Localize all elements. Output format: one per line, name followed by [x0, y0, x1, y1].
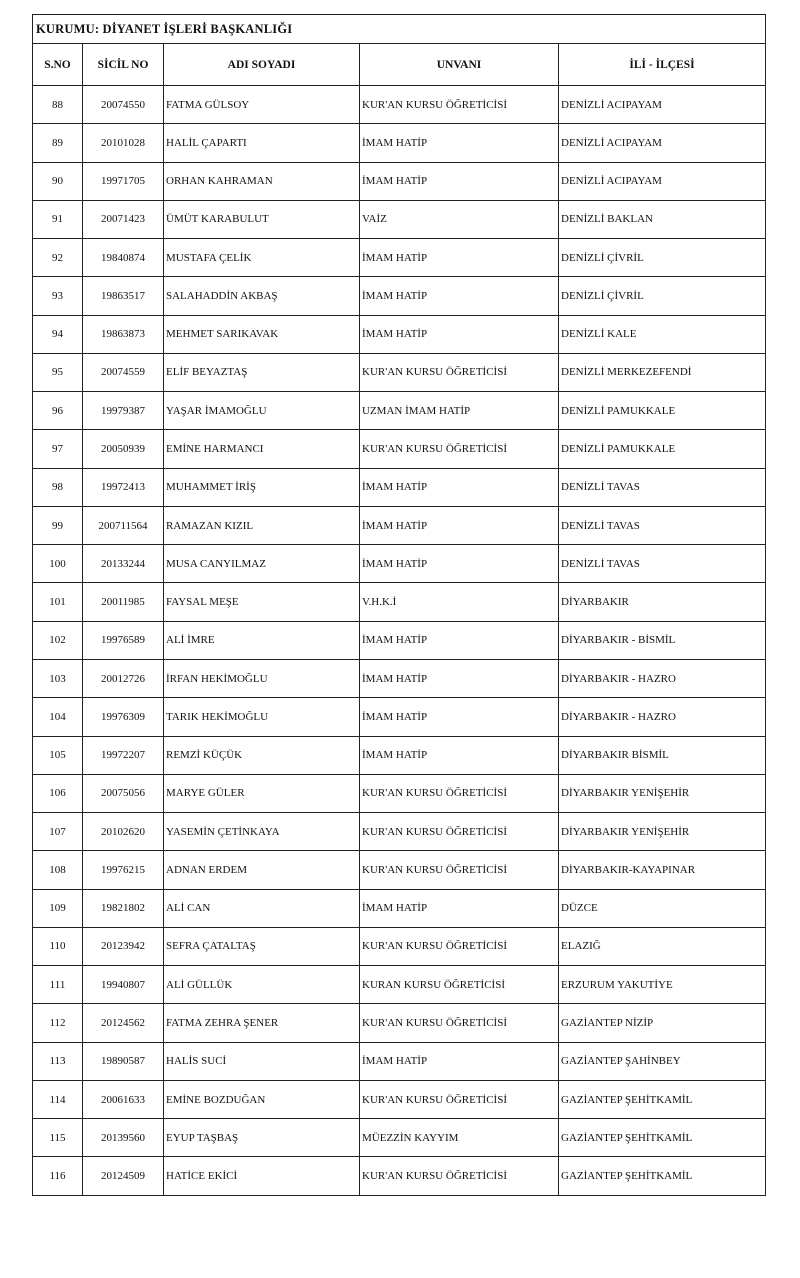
cell-name: MEHMET SARIKAVAK: [164, 315, 360, 353]
table-row: [33, 1042, 766, 1080]
cell-sno: 89: [33, 124, 83, 162]
table-row: [33, 239, 766, 277]
cell-sicil: 20011985: [83, 583, 164, 621]
table-row: [33, 927, 766, 965]
cell-sicil: 19821802: [83, 889, 164, 927]
cell-location: DENİZLİ TAVAS: [559, 506, 766, 544]
header-sno: S.NO: [33, 44, 83, 86]
cell-sno: 113: [33, 1042, 83, 1080]
cell-location: DENİZLİ PAMUKKALE: [559, 392, 766, 430]
cell-location: DÜZCE: [559, 889, 766, 927]
table-row: [33, 353, 766, 391]
header-location: İLİ - İLÇESİ: [559, 44, 766, 86]
cell-sicil: 20074550: [83, 86, 164, 124]
cell-name: MARYE GÜLER: [164, 774, 360, 812]
cell-sicil: 19863873: [83, 315, 164, 353]
header-name: ADI SOYADI: [164, 44, 360, 86]
table-row: [33, 506, 766, 544]
title-row: [33, 15, 766, 44]
table-row: [33, 1157, 766, 1195]
table-body: [33, 86, 766, 1196]
cell-title: KUR'AN KURSU ÖĞRETİCİSİ: [360, 430, 559, 468]
cell-location: DENİZLİ ACIPAYAM: [559, 162, 766, 200]
cell-location: DİYARBAKIR BİSMİL: [559, 736, 766, 774]
cell-location: DENİZLİ ÇİVRİL: [559, 239, 766, 277]
cell-sicil: 20071423: [83, 200, 164, 238]
table-row: [33, 277, 766, 315]
header-title: UNVANI: [360, 44, 559, 86]
table-row: [33, 200, 766, 238]
table-row: [33, 162, 766, 200]
cell-title: İMAM HATİP: [360, 239, 559, 277]
cell-name: MUHAMMET İRİŞ: [164, 468, 360, 506]
cell-location: DENİZLİ TAVAS: [559, 545, 766, 583]
cell-location: DİYARBAKIR - HAZRO: [559, 659, 766, 697]
cell-title: İMAM HATİP: [360, 698, 559, 736]
cell-sno: 110: [33, 927, 83, 965]
cell-name: RAMAZAN KIZIL: [164, 506, 360, 544]
cell-sicil: 200711564: [83, 506, 164, 544]
cell-name: EYUP TAŞBAŞ: [164, 1119, 360, 1157]
cell-title: İMAM HATİP: [360, 621, 559, 659]
cell-sno: 105: [33, 736, 83, 774]
cell-sicil: 20139560: [83, 1119, 164, 1157]
cell-sno: 107: [33, 813, 83, 851]
table-row: [33, 659, 766, 697]
cell-sno: 108: [33, 851, 83, 889]
cell-name: MUSTAFA ÇELİK: [164, 239, 360, 277]
cell-location: DENİZLİ PAMUKKALE: [559, 430, 766, 468]
table-row: [33, 430, 766, 468]
cell-sno: 106: [33, 774, 83, 812]
cell-sicil: 19840874: [83, 239, 164, 277]
header-row: [33, 44, 766, 86]
cell-location: GAZİANTEP NİZİP: [559, 1004, 766, 1042]
cell-sno: 103: [33, 659, 83, 697]
cell-sno: 88: [33, 86, 83, 124]
table-row: [33, 889, 766, 927]
cell-sno: 112: [33, 1004, 83, 1042]
cell-name: FATMA ZEHRA ŞENER: [164, 1004, 360, 1042]
cell-name: TARIK HEKİMOĞLU: [164, 698, 360, 736]
cell-title: İMAM HATİP: [360, 736, 559, 774]
cell-title: KUR'AN KURSU ÖĞRETİCİSİ: [360, 851, 559, 889]
cell-name: ELİF BEYAZTAŞ: [164, 353, 360, 391]
table-row: [33, 966, 766, 1004]
cell-sno: 102: [33, 621, 83, 659]
cell-sno: 104: [33, 698, 83, 736]
cell-sno: 92: [33, 239, 83, 277]
cell-name: EMİNE HARMANCI: [164, 430, 360, 468]
cell-title: KUR'AN KURSU ÖĞRETİCİSİ: [360, 774, 559, 812]
cell-sicil: 20074559: [83, 353, 164, 391]
cell-title: KUR'AN KURSU ÖĞRETİCİSİ: [360, 927, 559, 965]
cell-title: İMAM HATİP: [360, 889, 559, 927]
table-row: [33, 1004, 766, 1042]
cell-sicil: 20075056: [83, 774, 164, 812]
cell-title: KUR'AN KURSU ÖĞRETİCİSİ: [360, 813, 559, 851]
cell-sicil: 19890587: [83, 1042, 164, 1080]
cell-location: DİYARBAKIR: [559, 583, 766, 621]
cell-sno: 94: [33, 315, 83, 353]
cell-location: GAZİANTEP ŞEHİTKAMİL: [559, 1119, 766, 1157]
cell-sno: 91: [33, 200, 83, 238]
cell-name: YAŞAR İMAMOĞLU: [164, 392, 360, 430]
cell-name: ADNAN ERDEM: [164, 851, 360, 889]
table-row: [33, 621, 766, 659]
cell-sicil: 19940807: [83, 966, 164, 1004]
cell-title: İMAM HATİP: [360, 545, 559, 583]
cell-title: İMAM HATİP: [360, 659, 559, 697]
table-row: [33, 392, 766, 430]
cell-location: DENİZLİ MERKEZEFENDİ: [559, 353, 766, 391]
table-row: [33, 851, 766, 889]
cell-sicil: 20133244: [83, 545, 164, 583]
table-row: [33, 698, 766, 736]
cell-sicil: 19976589: [83, 621, 164, 659]
table-row: [33, 315, 766, 353]
cell-title: KURAN KURSU ÖĞRETİCİSİ: [360, 966, 559, 1004]
cell-location: GAZİANTEP ŞEHİTKAMİL: [559, 1080, 766, 1118]
cell-location: ERZURUM YAKUTİYE: [559, 966, 766, 1004]
cell-location: DİYARBAKIR YENİŞEHİR: [559, 813, 766, 851]
cell-location: DENİZLİ KALE: [559, 315, 766, 353]
cell-name: SEFRA ÇATALTAŞ: [164, 927, 360, 965]
cell-sno: 98: [33, 468, 83, 506]
cell-title: İMAM HATİP: [360, 277, 559, 315]
cell-sicil: 19976309: [83, 698, 164, 736]
table-row: [33, 774, 766, 812]
cell-sno: 97: [33, 430, 83, 468]
cell-location: DİYARBAKIR YENİŞEHİR: [559, 774, 766, 812]
cell-name: ORHAN KAHRAMAN: [164, 162, 360, 200]
cell-sno: 115: [33, 1119, 83, 1157]
cell-sicil: 19979387: [83, 392, 164, 430]
cell-sno: 114: [33, 1080, 83, 1118]
cell-name: ÜMÜT KARABULUT: [164, 200, 360, 238]
cell-location: DENİZLİ TAVAS: [559, 468, 766, 506]
cell-title: KUR'AN KURSU ÖĞRETİCİSİ: [360, 86, 559, 124]
cell-name: ALİ İMRE: [164, 621, 360, 659]
cell-name: YASEMİN ÇETİNKAYA: [164, 813, 360, 851]
cell-sicil: 20123942: [83, 927, 164, 965]
cell-name: MUSA CANYILMAZ: [164, 545, 360, 583]
cell-title: İMAM HATİP: [360, 1042, 559, 1080]
cell-name: FAYSAL MEŞE: [164, 583, 360, 621]
cell-location: GAZİANTEP ŞAHİNBEY: [559, 1042, 766, 1080]
cell-title: UZMAN İMAM HATİP: [360, 392, 559, 430]
cell-name: FATMA GÜLSOY: [164, 86, 360, 124]
cell-sicil: 19863517: [83, 277, 164, 315]
table-row: [33, 1080, 766, 1118]
cell-title: VAİZ: [360, 200, 559, 238]
cell-title: KUR'AN KURSU ÖĞRETİCİSİ: [360, 1080, 559, 1118]
header-sicil: SİCİL NO: [83, 44, 164, 86]
cell-sno: 116: [33, 1157, 83, 1195]
cell-sno: 90: [33, 162, 83, 200]
cell-title: İMAM HATİP: [360, 124, 559, 162]
table-row: [33, 468, 766, 506]
cell-sno: 93: [33, 277, 83, 315]
cell-location: DENİZLİ ACIPAYAM: [559, 124, 766, 162]
cell-sno: 101: [33, 583, 83, 621]
cell-name: HALİL ÇAPARTI: [164, 124, 360, 162]
cell-name: HATİCE EKİCİ: [164, 1157, 360, 1195]
cell-sicil: 20124562: [83, 1004, 164, 1042]
cell-location: ELAZIĞ: [559, 927, 766, 965]
personnel-table: [32, 14, 766, 1196]
table-row: [33, 583, 766, 621]
cell-sicil: 20050939: [83, 430, 164, 468]
cell-sicil: 19976215: [83, 851, 164, 889]
cell-sicil: 19971705: [83, 162, 164, 200]
cell-location: DİYARBAKIR-KAYAPINAR: [559, 851, 766, 889]
cell-name: SALAHADDİN AKBAŞ: [164, 277, 360, 315]
cell-title: KUR'AN KURSU ÖĞRETİCİSİ: [360, 353, 559, 391]
table-row: [33, 124, 766, 162]
cell-name: ALİ GÜLLÜK: [164, 966, 360, 1004]
table-row: [33, 1119, 766, 1157]
cell-location: DİYARBAKIR - BİSMİL: [559, 621, 766, 659]
cell-location: GAZİANTEP ŞEHİTKAMİL: [559, 1157, 766, 1195]
cell-title: V.H.K.İ: [360, 583, 559, 621]
cell-title: MÜEZZİN KAYYIM: [360, 1119, 559, 1157]
table-row: [33, 813, 766, 851]
cell-location: DENİZLİ ÇİVRİL: [559, 277, 766, 315]
document-sheet: [32, 14, 765, 1196]
cell-location: DENİZLİ ACIPAYAM: [559, 86, 766, 124]
cell-sicil: 20061633: [83, 1080, 164, 1118]
cell-location: DİYARBAKIR - HAZRO: [559, 698, 766, 736]
cell-name: REMZİ KÜÇÜK: [164, 736, 360, 774]
cell-sicil: 20012726: [83, 659, 164, 697]
cell-sicil: 19972413: [83, 468, 164, 506]
institution-title: KURUMU: DİYANET İŞLERİ BAŞKANLIĞI: [33, 15, 766, 44]
cell-name: İRFAN HEKİMOĞLU: [164, 659, 360, 697]
cell-sicil: 20124509: [83, 1157, 164, 1195]
cell-sno: 111: [33, 966, 83, 1004]
cell-sno: 99: [33, 506, 83, 544]
cell-sicil: 19972207: [83, 736, 164, 774]
table-row: [33, 545, 766, 583]
cell-title: İMAM HATİP: [360, 468, 559, 506]
cell-title: KUR'AN KURSU ÖĞRETİCİSİ: [360, 1004, 559, 1042]
cell-sno: 96: [33, 392, 83, 430]
cell-sno: 109: [33, 889, 83, 927]
cell-location: DENİZLİ BAKLAN: [559, 200, 766, 238]
cell-name: ALİ CAN: [164, 889, 360, 927]
cell-title: İMAM HATİP: [360, 162, 559, 200]
cell-name: EMİNE BOZDUĞAN: [164, 1080, 360, 1118]
cell-sicil: 20101028: [83, 124, 164, 162]
cell-sno: 95: [33, 353, 83, 391]
cell-title: İMAM HATİP: [360, 315, 559, 353]
cell-title: KUR'AN KURSU ÖĞRETİCİSİ: [360, 1157, 559, 1195]
cell-sno: 100: [33, 545, 83, 583]
cell-name: HALİS SUCİ: [164, 1042, 360, 1080]
table-row: [33, 86, 766, 124]
table-row: [33, 736, 766, 774]
cell-title: İMAM HATİP: [360, 506, 559, 544]
cell-sicil: 20102620: [83, 813, 164, 851]
